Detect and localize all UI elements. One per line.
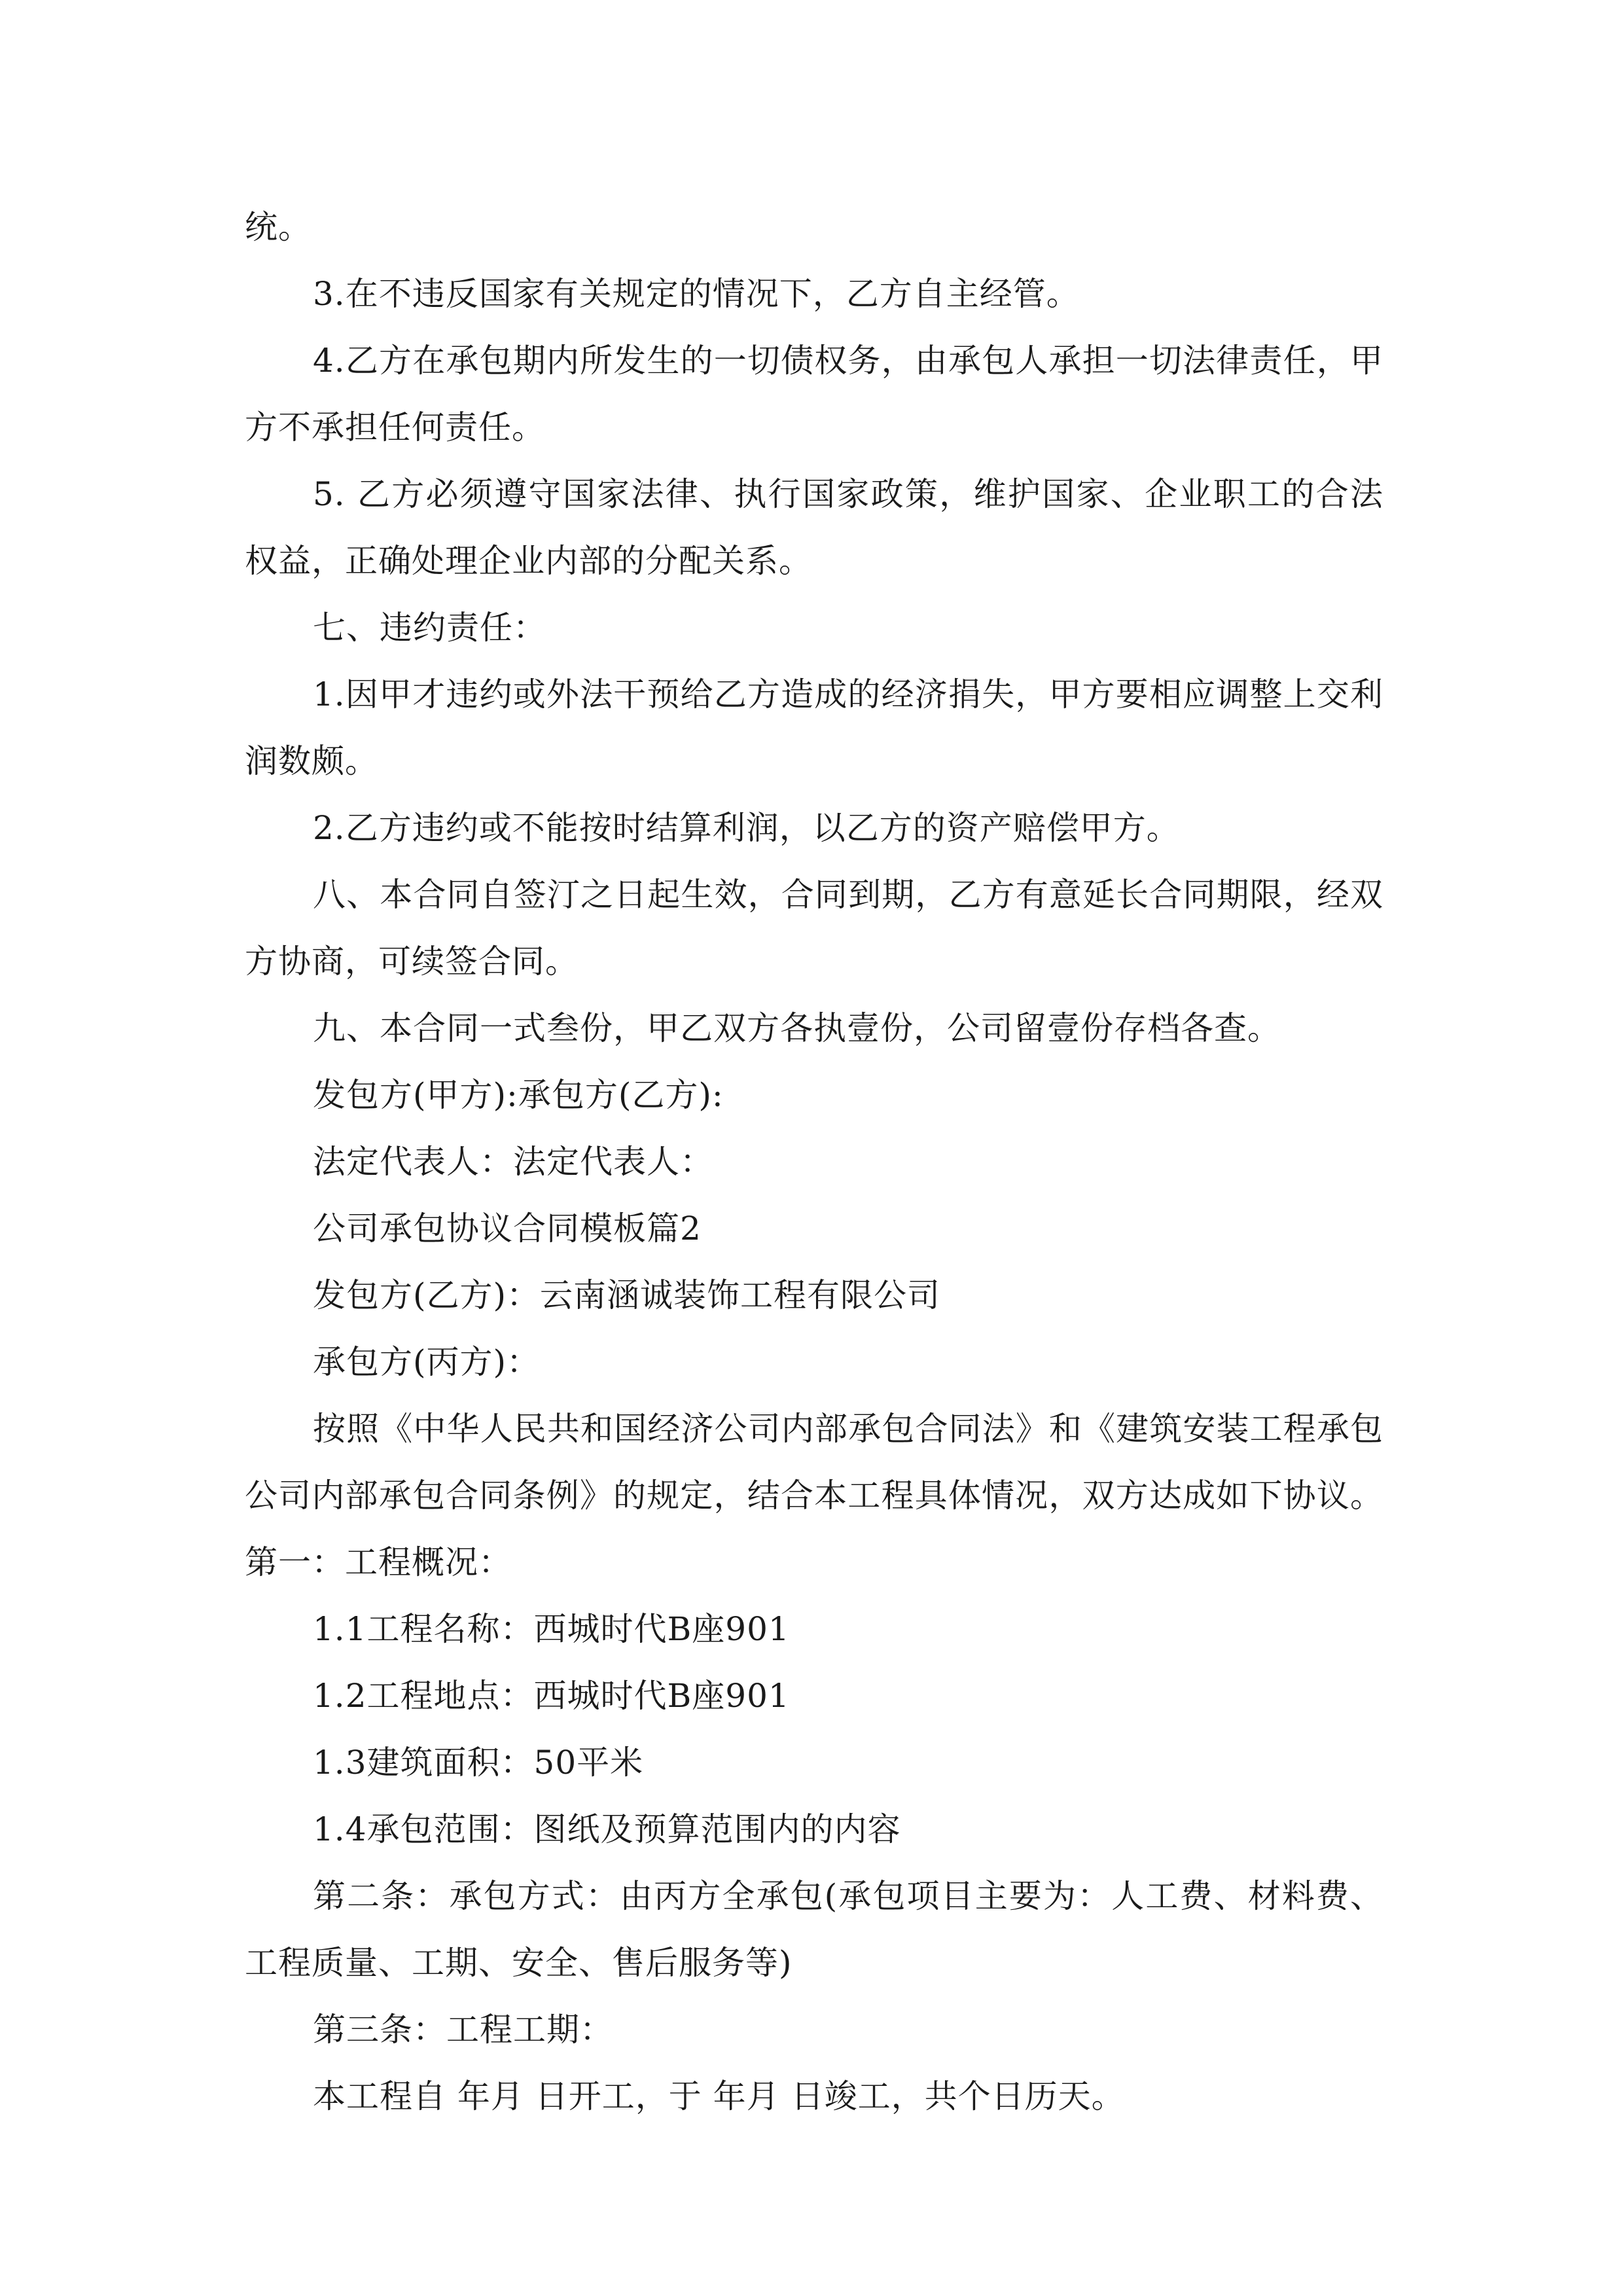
section-heading: 第三条：工程工期： <box>313 2011 613 2049</box>
paragraph: 本工程自 年月 日开工，于 年月 日竣工，共个日历天。 <box>313 2077 1125 2115</box>
paragraph: 2.乙方违约或不能按时结算利润，以乙方的资产赔偿甲方。 <box>313 809 1180 847</box>
paragraph: 第二条：承包方式：由丙方全承包(承包项目主要为：人工费、材料费、工程质量、工期、安全、售后服务等) <box>245 1877 1383 1982</box>
paragraph: 4.乙方在承包期内所发生的一切债权务，由承包人承担一切法律责任，甲方不承担任何责任。 <box>245 342 1383 446</box>
list-item: 1.3建筑面积：50平米 <box>313 1744 644 1782</box>
list-item: 1.4承包范围：图纸及预算范围内的内容 <box>313 1810 901 1848</box>
paragraph: 统。 <box>245 208 312 246</box>
paragraph: 5. 乙方必须遵守国家法律、执行国家政策，维护国家、企业职工的合法权益，正确处理企业内部的分配关系。 <box>245 475 1383 580</box>
signature-line: 法定代表人：法定代表人： <box>313 1143 713 1181</box>
document-subtitle: 公司承包协议合同模板篇2 <box>313 1210 702 1247</box>
list-item: 1.1工程名称：西城时代B座901 <box>313 1610 790 1648</box>
paragraph: 九、本合同一式叁份，甲乙双方各执壹份，公司留壹份存档各查。 <box>313 1009 1281 1047</box>
paragraph: 八、本合同自签汀之日起生效，合同到期，乙方有意延长合同期限，经双方协商，可续签合同。 <box>245 876 1383 980</box>
paragraph: 3.在不违反国家有关规定的情况下，乙方自主经管。 <box>313 275 1080 313</box>
party-line: 发包方(乙方)：云南涵诚装饰工程有限公司 <box>313 1276 941 1314</box>
signature-line: 发包方(甲方):承包方(乙方): <box>313 1076 724 1114</box>
party-line: 承包方(丙方)： <box>313 1343 541 1381</box>
document-page <box>245 194 1395 2130</box>
list-item: 1.2工程地点：西城时代B座901 <box>313 1677 790 1715</box>
paragraph: 1.因甲才违约或外法干预给乙方造成的经济捐失，甲方要相应调整上交利润数颇。 <box>245 675 1383 780</box>
section-heading: 七、违约责任： <box>313 609 546 647</box>
paragraph: 按照《中华人民共和国经济公司内部承包合同法》和《建筑安装工程承包公司内部承包合同条例》的规定，结合本工程具体情况，双方达成如下协议。 第一：工程概况： <box>245 1410 1395 1581</box>
